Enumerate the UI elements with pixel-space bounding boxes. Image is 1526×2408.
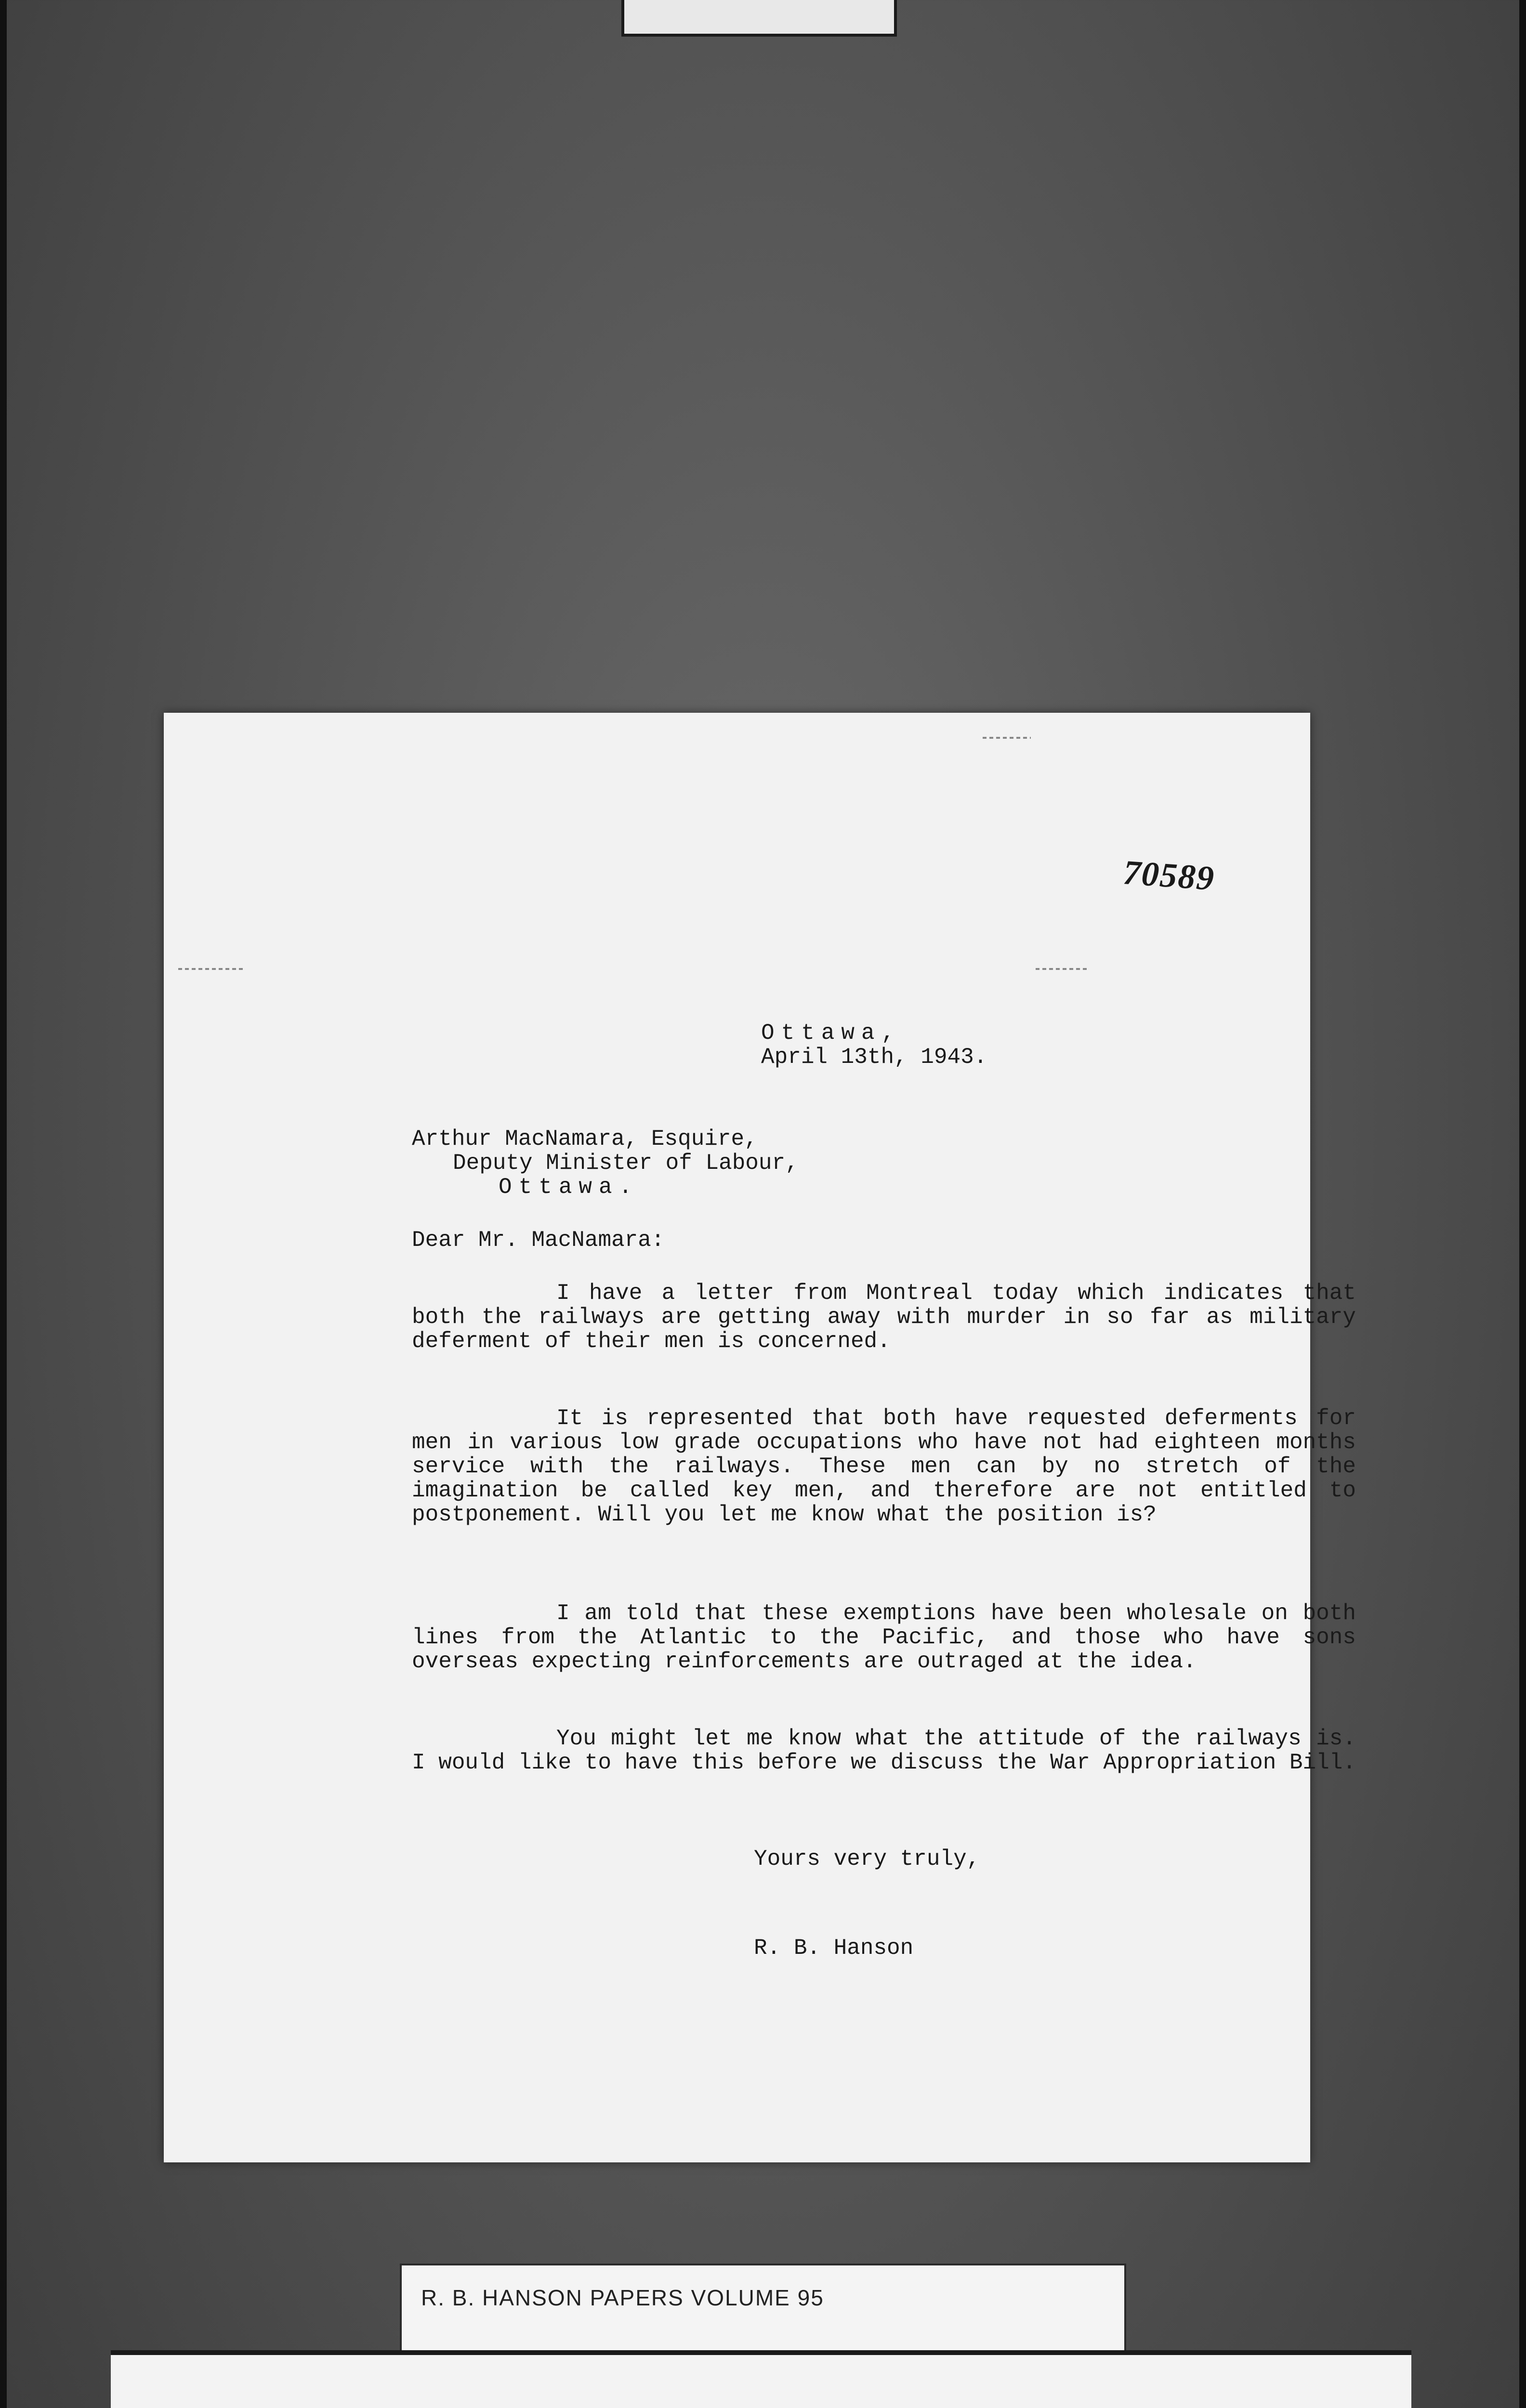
signature-name: R. B. Hanson xyxy=(754,1936,914,1961)
dash-mark-top xyxy=(983,737,1031,739)
recipient-name: Arthur MacNamara, Esquire, xyxy=(412,1126,758,1152)
salutation: Dear Mr. MacNamara: xyxy=(412,1228,665,1253)
dash-mark-right xyxy=(1036,968,1089,970)
paragraph-3 xyxy=(412,1601,1356,1674)
recipient-city: Ottawa. xyxy=(499,1175,639,1200)
film-edge-right xyxy=(1519,0,1526,2408)
paragraph-3-text: I am told that these exemptions have been wholesale on both lines from the Atlantic to the Pacific, and those who have sons overseas expecting reinforcements are outraged at the idea. xyxy=(412,1601,1356,1674)
dash-mark-left xyxy=(178,968,246,970)
top-clip-tab xyxy=(621,0,897,37)
volume-label-card xyxy=(400,2264,1126,2354)
paragraph-1 xyxy=(412,1281,1356,1353)
paragraph-2-text: It is represented that both have requested deferments for men in various low grade occupations who have not had eighteen months service with the railways. These men can by no stretch of the imagination be called key men, and therefore are not entitled to postponement. Will you let me know what the position is? xyxy=(412,1406,1356,1527)
paragraph-1-text: I have a letter from Montreal today which indicates that both the railways are getting away with murder in so far as military deferment of their men is concerned. xyxy=(412,1281,1356,1354)
archives-card xyxy=(111,2350,1411,2408)
letter-date: April 13th, 1943. xyxy=(761,1045,987,1070)
paragraph-4-text: You might let me know what the attitude of the railways is. I would like to have this before we discuss the War Appropriation Bill. xyxy=(412,1726,1356,1775)
closing: Yours very truly, xyxy=(754,1846,980,1871)
paragraph-2 xyxy=(412,1406,1356,1527)
paragraph-4 xyxy=(412,1727,1356,1775)
volume-label-text: R. B. HANSON PAPERS VOLUME 95 xyxy=(421,2285,824,2310)
film-edge-left xyxy=(0,0,7,2408)
letter-page xyxy=(164,713,1356,2162)
recipient-title: Deputy Minister of Labour, xyxy=(453,1151,799,1176)
document-number: 70589 xyxy=(1122,852,1216,898)
letter-place: Ottawa, xyxy=(761,1021,902,1046)
